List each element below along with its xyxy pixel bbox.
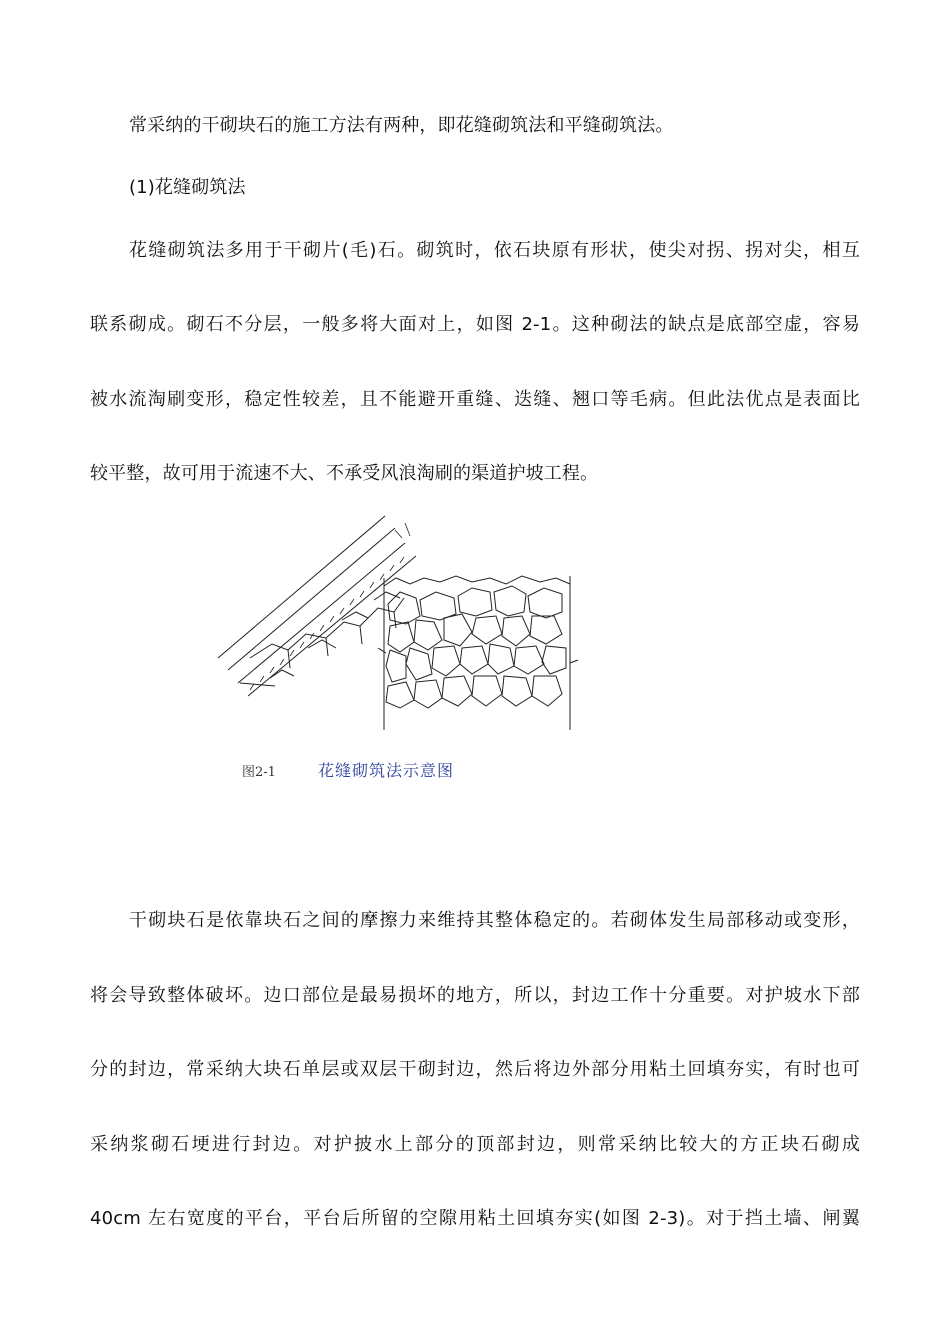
figure-caption: 花缝砌筑法示意图	[318, 761, 455, 780]
stone-masonry-diagram	[210, 508, 590, 738]
paragraph-line: 分的封边，常采纳大块石单层或双层干砌封边，然后将边外部分用粘土回填夯实，有时也可	[90, 1059, 860, 1080]
paragraph-intro: 常采纳的干砌块石的施工方法有两种，即花缝砌筑法和平缝砌筑法。	[129, 115, 674, 136]
paragraph-line: 40cm 左右宽度的平台，平台后所留的空隙用粘土回填夯实(如图 2-3)。对于挡土墙、闸翼	[90, 1208, 860, 1229]
paragraph-line: 将会导致整体破坏。边口部位是最易损坏的地方，所以，封边工作十分重要。对护坡水下部	[90, 985, 860, 1006]
paragraph-line: 被水流淘刷变形，稳定性较差，且不能避开重缝、迭缝、翘口等毛病。但此法优点是表面比	[90, 389, 860, 410]
paragraph-line: 花缝砌筑法多用于干砌片(毛)石。砌筑时，依石块原有形状，使尖对拐、拐对尖，相互	[129, 240, 860, 261]
paragraph-line: 较平整，故可用于流速不大、不承受风浪淘刷的渠道护坡工程。	[90, 463, 599, 484]
paragraph-line: 采纳浆砌石埂进行封边。对护披水上部分的顶部封边，则常采纳比较大的方正块石砌成	[90, 1134, 860, 1155]
paragraph-line: 联系砌成。砌石不分层，一般多将大面对上，如图 2-1。这种砌法的缺点是底部空虚，容易	[90, 314, 860, 335]
section-heading: (1)花缝砌筑法	[129, 177, 246, 198]
figure-label: 图2-1	[242, 765, 276, 780]
paragraph-line: 干砌块石是依靠块石之间的摩擦力来维持其整体稳定的。若砌体发生局部移动或变形，	[129, 910, 860, 931]
